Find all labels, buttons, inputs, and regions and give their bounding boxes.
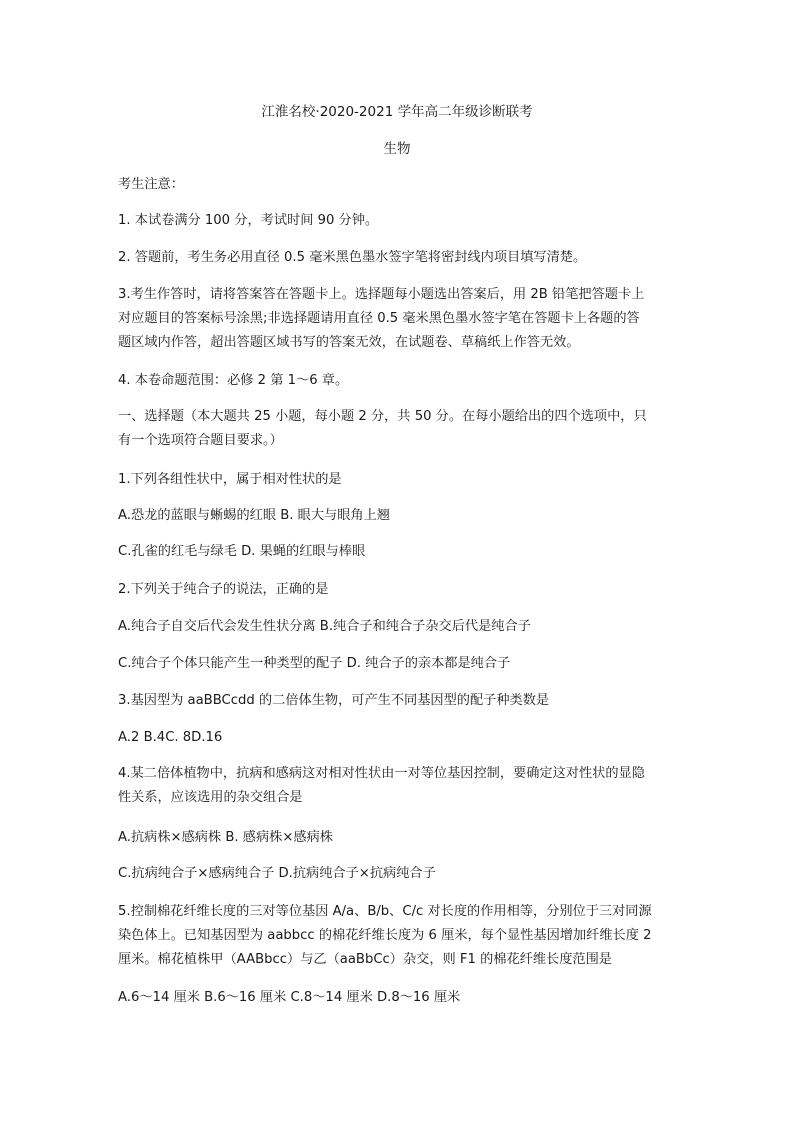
question-4-options-cd: C.抗病纯合子×感病纯合子 D.抗病纯合子×抗病纯合子 [118,866,436,881]
question-3-stem: 3.基因型为 aaBBCcdd 的二倍体生物，可产生不同基因型的配子种类数是 [118,693,550,708]
section-1-line-2: 有一个选项符合题目要求。） [118,433,283,448]
notice-item-2: 2. 答题前，考生务必用直径 0.5 毫米黑色墨水签字笔将密封线内项目填写清楚。 [118,250,587,265]
notice-item-3 [118,283,680,355]
question-1-options-cd: C.孔雀的红毛与绿毛 D. 果蝇的红眼与棒眼 [118,544,366,559]
question-4-stem [118,762,680,810]
section-1-heading [118,405,680,453]
question-5-stem-line-1: 5.控制棉花纤维长度的三对等位基因 A/a、B/b、C/c 对长度的作用相等，分别位于三对同源 [118,904,652,919]
notice-item-3-line-1: 3.考生作答时，请将答案答在答题卡上。选择题每小题选出答案后，用 2B 铅笔把答题卡上 [118,287,645,302]
notice-item-4: 4. 本卷命题范围：必修 2 第 1～6 章。 [118,373,349,388]
section-1-line-1: 一、选择题（本大题共 25 小题，每小题 2 分，共 50 分。在每小题给出的四个选项中，只 [118,409,647,424]
notice-item-3-line-3: 题区域内作答，超出答题区域书写的答案无效，在试题卷、草稿纸上作答无效。 [118,335,580,350]
question-3-options: A.2 B.4C. 8D.16 [118,730,223,745]
exam-title: 江淮名校·2020-2021 学年高二年级诊断联考 [261,104,533,120]
question-1-stem: 1.下列各组性状中，属于相对性状的是 [118,472,342,487]
exam-subject: 生物 [383,141,411,157]
question-5-options: A.6～14 厘米 B.6～16 厘米 C.8～14 厘米 D.8～16 厘米 [118,990,461,1005]
question-4-stem-line-2: 性关系，应该选用的杂交组合是 [118,790,303,805]
question-4-options-ab: A.抗病株×感病株 B. 感病株×感病株 [118,830,333,845]
notice-heading: 考生注意： [118,177,184,192]
question-5-stem-line-2: 染色体上。已知基因型为 aabbcc 的棉花纤维长度为 6 厘米，每个显性基因增加纤维长度 2 [118,928,652,943]
question-4-stem-line-1: 4.某二倍体植物中，抗病和感病这对相对性状由一对等位基因控制，要确定这对性状的显隐 [118,766,645,781]
question-1-options-ab: A.恐龙的蓝眼与蜥蜴的红眼 B. 眼大与眼角上翘 [118,508,390,523]
question-5-stem [118,900,680,972]
question-5-stem-line-3: 厘米。棉花植株甲（AABbcc）与乙（aaBbCc）杂交，则 F1 的棉花纤维长度范围是 [118,952,612,967]
question-2-stem: 2.下列关于纯合子的说法，正确的是 [118,582,329,597]
notice-item-3-line-2: 对应题目的答案标号涂黑;非选择题请用直径 0.5 毫米黑色墨水签字笔在答题卡上各题的答 [118,311,640,326]
question-2-options-cd: C.纯合子个体只能产生一种类型的配子 D. 纯合子的亲本都是纯合子 [118,656,511,671]
notice-item-1: 1. 本试卷满分 100 分，考试时间 90 分钟。 [118,213,379,228]
question-2-options-ab: A.纯合子自交后代会发生性状分离 B.纯合子和纯合子杂交后代是纯合子 [118,619,531,634]
